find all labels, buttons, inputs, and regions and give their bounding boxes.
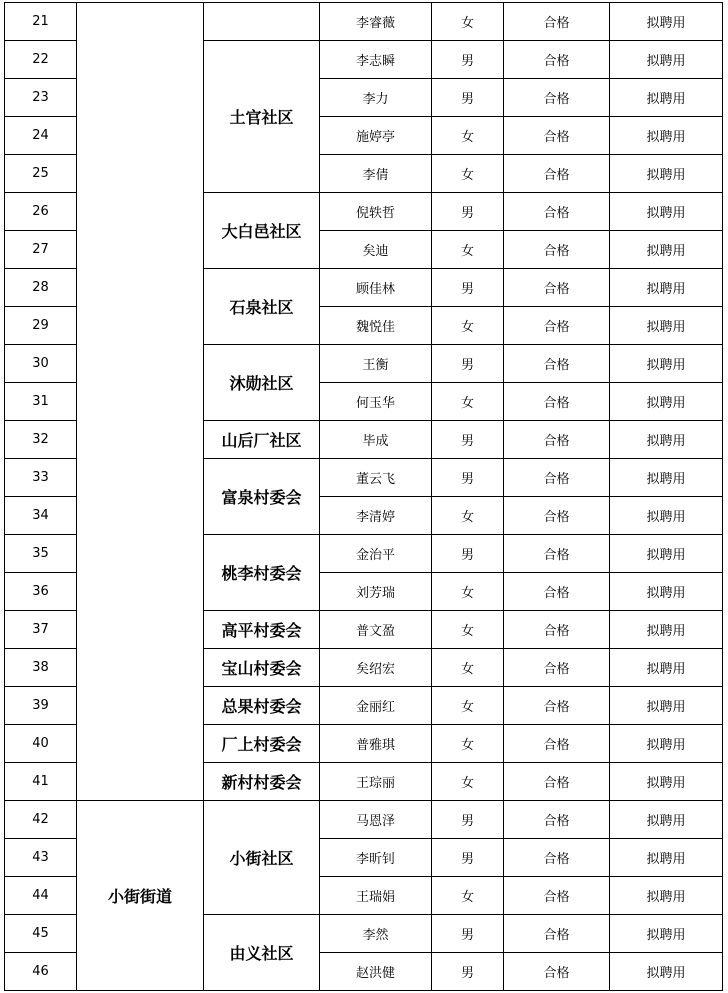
street-cell: 小街街道 (77, 801, 204, 991)
gender-cell: 男 (432, 345, 504, 383)
result-cell: 合格 (504, 611, 610, 649)
result-cell: 合格 (504, 573, 610, 611)
name-cell: 金丽红 (320, 687, 432, 725)
unit-cell: 总果村委会 (204, 687, 320, 725)
gender-cell: 男 (432, 915, 504, 953)
result-cell: 合格 (504, 193, 610, 231)
row-number: 37 (5, 611, 77, 649)
gender-cell: 女 (432, 117, 504, 155)
status-cell: 拟聘用 (610, 421, 723, 459)
status-cell: 拟聘用 (610, 79, 723, 117)
row-number: 27 (5, 231, 77, 269)
status-cell: 拟聘用 (610, 3, 723, 41)
unit-cell: 小街社区 (204, 801, 320, 915)
gender-cell: 女 (432, 725, 504, 763)
result-cell: 合格 (504, 307, 610, 345)
row-number: 36 (5, 573, 77, 611)
status-cell: 拟聘用 (610, 193, 723, 231)
gender-cell: 男 (432, 459, 504, 497)
street-cell (77, 3, 204, 801)
gender-cell: 女 (432, 611, 504, 649)
candidate-table-body (5, 3, 723, 991)
name-cell: 矣迪 (320, 231, 432, 269)
unit-cell (204, 3, 320, 41)
row-number: 45 (5, 915, 77, 953)
unit-cell: 石泉社区 (204, 269, 320, 345)
status-cell: 拟聘用 (610, 269, 723, 307)
unit-cell: 沐勋社区 (204, 345, 320, 421)
name-cell: 顾佳林 (320, 269, 432, 307)
result-cell: 合格 (504, 725, 610, 763)
gender-cell: 男 (432, 801, 504, 839)
row-number: 29 (5, 307, 77, 345)
name-cell: 王衡 (320, 345, 432, 383)
status-cell: 拟聘用 (610, 117, 723, 155)
gender-cell: 女 (432, 573, 504, 611)
name-cell: 李倩 (320, 155, 432, 193)
name-cell: 李志瞬 (320, 41, 432, 79)
gender-cell: 女 (432, 497, 504, 535)
name-cell: 董云飞 (320, 459, 432, 497)
gender-cell: 男 (432, 79, 504, 117)
row-number: 43 (5, 839, 77, 877)
name-cell: 李然 (320, 915, 432, 953)
result-cell: 合格 (504, 41, 610, 79)
result-cell: 合格 (504, 497, 610, 535)
gender-cell: 女 (432, 231, 504, 269)
status-cell: 拟聘用 (610, 801, 723, 839)
name-cell: 毕成 (320, 421, 432, 459)
status-cell: 拟聘用 (610, 497, 723, 535)
name-cell: 马恩泽 (320, 801, 432, 839)
unit-cell: 厂上村委会 (204, 725, 320, 763)
status-cell: 拟聘用 (610, 915, 723, 953)
result-cell: 合格 (504, 3, 610, 41)
status-cell: 拟聘用 (610, 383, 723, 421)
status-cell: 拟聘用 (610, 345, 723, 383)
row-number: 28 (5, 269, 77, 307)
result-cell: 合格 (504, 953, 610, 991)
row-number: 35 (5, 535, 77, 573)
name-cell: 普雅琪 (320, 725, 432, 763)
status-cell: 拟聘用 (610, 155, 723, 193)
unit-cell: 富泉村委会 (204, 459, 320, 535)
unit-cell: 由义社区 (204, 915, 320, 991)
status-cell: 拟聘用 (610, 231, 723, 269)
name-cell: 何玉华 (320, 383, 432, 421)
gender-cell: 女 (432, 155, 504, 193)
row-number: 25 (5, 155, 77, 193)
status-cell: 拟聘用 (610, 839, 723, 877)
table-row (5, 801, 723, 839)
row-number: 26 (5, 193, 77, 231)
status-cell: 拟聘用 (610, 573, 723, 611)
row-number: 33 (5, 459, 77, 497)
name-cell: 魏悦佳 (320, 307, 432, 345)
result-cell: 合格 (504, 155, 610, 193)
gender-cell: 男 (432, 269, 504, 307)
gender-cell: 男 (432, 953, 504, 991)
row-number: 21 (5, 3, 77, 41)
gender-cell: 男 (432, 535, 504, 573)
unit-cell: 宝山村委会 (204, 649, 320, 687)
name-cell: 王瑞娟 (320, 877, 432, 915)
status-cell: 拟聘用 (610, 535, 723, 573)
result-cell: 合格 (504, 839, 610, 877)
gender-cell: 男 (432, 193, 504, 231)
gender-cell: 女 (432, 877, 504, 915)
name-cell: 赵洪健 (320, 953, 432, 991)
row-number: 40 (5, 725, 77, 763)
status-cell: 拟聘用 (610, 41, 723, 79)
name-cell: 矣绍宏 (320, 649, 432, 687)
status-cell: 拟聘用 (610, 877, 723, 915)
result-cell: 合格 (504, 535, 610, 573)
row-number: 42 (5, 801, 77, 839)
row-number: 44 (5, 877, 77, 915)
gender-cell: 男 (432, 41, 504, 79)
candidate-table (4, 2, 723, 991)
row-number: 34 (5, 497, 77, 535)
row-number: 22 (5, 41, 77, 79)
result-cell: 合格 (504, 79, 610, 117)
gender-cell: 女 (432, 383, 504, 421)
result-cell: 合格 (504, 269, 610, 307)
row-number: 41 (5, 763, 77, 801)
row-number: 31 (5, 383, 77, 421)
table-row (5, 3, 723, 41)
result-cell: 合格 (504, 383, 610, 421)
status-cell: 拟聘用 (610, 687, 723, 725)
result-cell: 合格 (504, 231, 610, 269)
gender-cell: 女 (432, 307, 504, 345)
gender-cell: 女 (432, 649, 504, 687)
unit-cell: 桃李村委会 (204, 535, 320, 611)
row-number: 23 (5, 79, 77, 117)
result-cell: 合格 (504, 877, 610, 915)
unit-cell: 新村村委会 (204, 763, 320, 801)
row-number: 30 (5, 345, 77, 383)
name-cell: 李睿薇 (320, 3, 432, 41)
name-cell: 普文盈 (320, 611, 432, 649)
row-number: 32 (5, 421, 77, 459)
row-number: 46 (5, 953, 77, 991)
status-cell: 拟聘用 (610, 953, 723, 991)
result-cell: 合格 (504, 763, 610, 801)
gender-cell: 男 (432, 421, 504, 459)
name-cell: 金治平 (320, 535, 432, 573)
status-cell: 拟聘用 (610, 611, 723, 649)
result-cell: 合格 (504, 649, 610, 687)
gender-cell: 女 (432, 3, 504, 41)
result-cell: 合格 (504, 345, 610, 383)
name-cell: 李力 (320, 79, 432, 117)
row-number: 38 (5, 649, 77, 687)
row-number: 39 (5, 687, 77, 725)
result-cell: 合格 (504, 459, 610, 497)
status-cell: 拟聘用 (610, 459, 723, 497)
name-cell: 王琮丽 (320, 763, 432, 801)
name-cell: 施婷亭 (320, 117, 432, 155)
name-cell: 刘芳瑞 (320, 573, 432, 611)
unit-cell: 土官社区 (204, 41, 320, 193)
status-cell: 拟聘用 (610, 725, 723, 763)
result-cell: 合格 (504, 687, 610, 725)
status-cell: 拟聘用 (610, 307, 723, 345)
result-cell: 合格 (504, 801, 610, 839)
name-cell: 倪轶哲 (320, 193, 432, 231)
status-cell: 拟聘用 (610, 763, 723, 801)
gender-cell: 女 (432, 763, 504, 801)
result-cell: 合格 (504, 421, 610, 459)
gender-cell: 男 (432, 839, 504, 877)
unit-cell: 山后厂社区 (204, 421, 320, 459)
status-cell: 拟聘用 (610, 649, 723, 687)
unit-cell: 高平村委会 (204, 611, 320, 649)
gender-cell: 女 (432, 687, 504, 725)
unit-cell: 大白邑社区 (204, 193, 320, 269)
result-cell: 合格 (504, 915, 610, 953)
name-cell: 李昕钊 (320, 839, 432, 877)
name-cell: 李清婷 (320, 497, 432, 535)
row-number: 24 (5, 117, 77, 155)
result-cell: 合格 (504, 117, 610, 155)
